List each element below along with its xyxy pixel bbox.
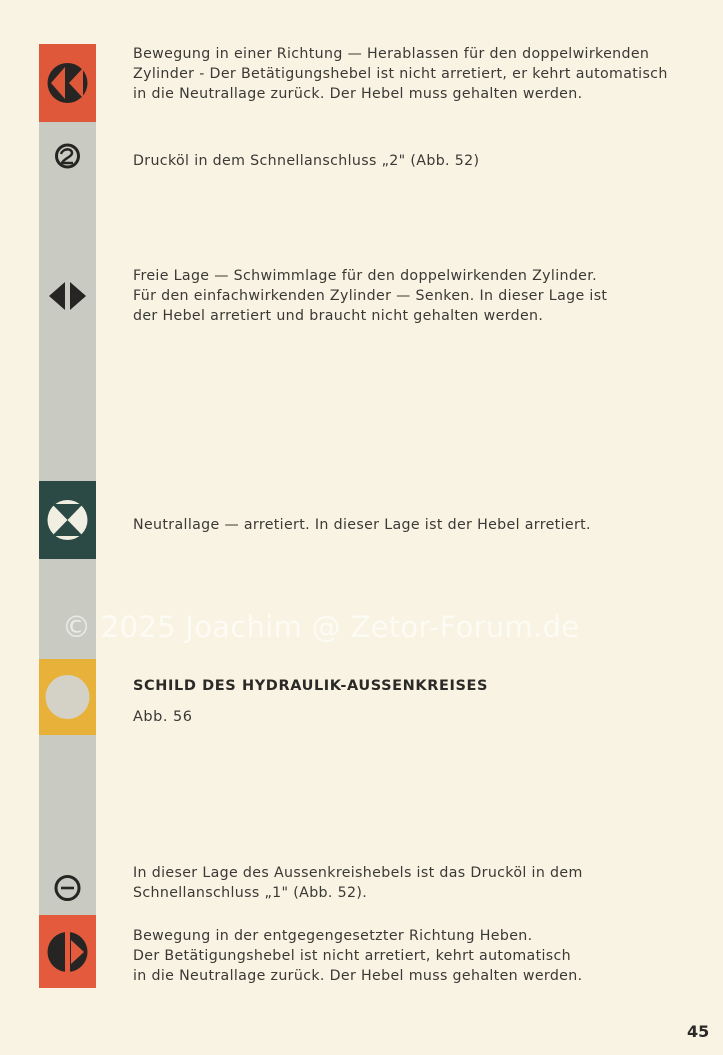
yellow-shield-icon	[39, 659, 96, 735]
shield-block	[39, 659, 96, 735]
raise-description	[133, 926, 713, 986]
raise-position-icon	[39, 915, 96, 988]
lower-position-block	[39, 44, 96, 122]
raise-position-block	[39, 915, 96, 988]
text-line: in die Neutrallage zurück. Der Hebel muss gehalten werden.	[133, 86, 583, 102]
neutral-position-icon	[39, 481, 96, 559]
float-position-block	[39, 274, 96, 318]
page-number: 45	[687, 1022, 710, 1041]
text-line: Zylinder - Der Betätigungshebel ist nicht arretiert, er kehrt automatisch	[133, 66, 668, 82]
neutral-position-block	[39, 481, 96, 559]
lower-position-icon	[39, 44, 96, 122]
text-line: Drucköl in dem Schnellanschluss „2" (Abb. 52)	[133, 153, 480, 169]
figure-reference: Abb. 56	[133, 709, 193, 725]
text-line: Der Betätigungshebel ist nicht arretiert, kehrt automatisch	[133, 948, 572, 964]
float-description	[133, 266, 713, 326]
port-1-description	[133, 863, 713, 903]
watermark: © 2025 Joachim @ Zetor-Forum.de	[62, 610, 580, 644]
text-line: In dieser Lage des Aussenkreishebels ist das Drucköl in dem	[133, 865, 583, 881]
section-heading: SCHILD DES HYDRAULIK-AUSSENKREISES	[133, 678, 489, 694]
lower-description	[133, 44, 713, 104]
text-line: Freie Lage — Schwimmlage für den doppelwirkenden Zylinder.	[133, 268, 598, 284]
text-line: Neutrallage — arretiert. In dieser Lage ist der Hebel arretiert.	[133, 517, 591, 533]
text-line: Schnellanschluss „1" (Abb. 52).	[133, 885, 368, 901]
text-line: Bewegung in einer Richtung — Herablassen für den doppelwirkenden	[133, 46, 650, 62]
text-line: Für den einfachwirkenden Zylinder — Senken. In dieser Lage ist	[133, 288, 608, 304]
text-line: der Hebel arretiert und braucht nicht gehalten werden.	[133, 308, 544, 324]
circled-1-icon	[39, 870, 96, 906]
port-2-description	[133, 151, 713, 171]
circled-2-icon	[39, 138, 96, 174]
neutral-description	[133, 515, 713, 535]
text-line: Bewegung in der entgegengesetzter Richtung Heben.	[133, 928, 533, 944]
float-position-icon	[39, 274, 96, 318]
port-2-block	[39, 138, 96, 174]
port-1-block	[39, 870, 96, 906]
text-line: in die Neutrallage zurück. Der Hebel muss gehalten werden.	[133, 968, 583, 984]
